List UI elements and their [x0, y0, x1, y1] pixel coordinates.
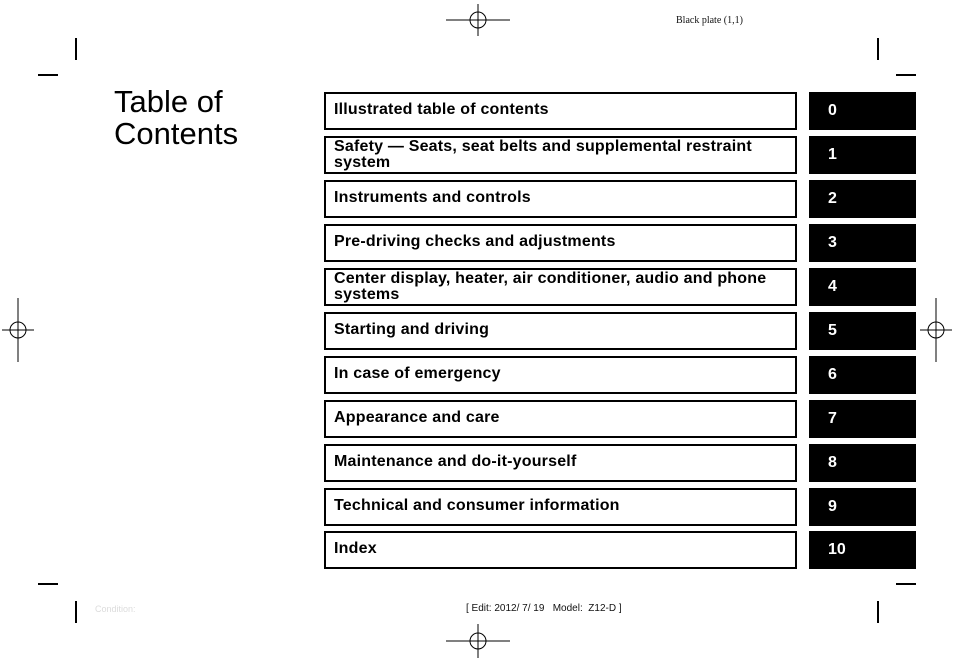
toc-row — [0, 136, 954, 174]
crop-mark — [75, 38, 77, 60]
crop-mark — [75, 601, 77, 623]
section-tab-number: 0 — [828, 102, 837, 119]
toc-entry-safety[interactable] — [324, 136, 797, 174]
toc-entry-pre-driving[interactable] — [324, 224, 797, 262]
toc-entry-title: Starting and driving — [334, 321, 490, 338]
toc-entry-starting-driving[interactable] — [324, 312, 797, 350]
toc-entry-title: Index — [334, 540, 377, 557]
toc-entry-illustrated-contents[interactable] — [324, 92, 797, 130]
section-tab-8[interactable] — [809, 444, 916, 482]
toc-entry-emergency[interactable] — [324, 356, 797, 394]
crop-mark — [877, 38, 879, 60]
toc-row — [0, 444, 954, 482]
plate-note: Black plate (1,1) — [676, 15, 743, 26]
section-tab-number: 4 — [828, 278, 837, 295]
section-tab-0[interactable] — [809, 92, 916, 130]
section-tab-number: 8 — [828, 454, 837, 471]
section-tab-number: 1 — [828, 146, 837, 163]
toc-entry-title: Illustrated table of contents — [334, 101, 549, 118]
page-title-line: Contents — [114, 116, 239, 151]
crop-mark — [896, 583, 916, 585]
toc-entry-maintenance[interactable] — [324, 444, 797, 482]
crop-mark — [896, 74, 916, 76]
section-tab-2[interactable] — [809, 180, 916, 218]
toc-row — [0, 224, 954, 262]
section-tab-7[interactable] — [809, 400, 916, 438]
footer-condition-label: Condition: — [95, 604, 136, 614]
section-tab-number: 10 — [828, 541, 846, 558]
section-tab-number: 3 — [828, 234, 837, 251]
toc-row — [0, 180, 954, 218]
section-tab-number: 9 — [828, 498, 837, 515]
footer-edit-info: [ Edit: 2012/ 7/ 19 Model: Z12-D ] — [466, 603, 622, 614]
toc-entry-title: Maintenance and do-it-yourself — [334, 453, 577, 470]
toc-row — [0, 312, 954, 350]
toc-entry-title: Instruments and controls — [334, 189, 531, 206]
toc-entry-title: In case of emergency — [334, 365, 501, 382]
section-tab-number: 7 — [828, 410, 837, 427]
toc-row — [0, 488, 954, 526]
section-tab-number: 5 — [828, 322, 837, 339]
page-title-line: Table of — [114, 84, 223, 119]
section-tab-1[interactable] — [809, 136, 916, 174]
section-tab-5[interactable] — [809, 312, 916, 350]
section-tab-3[interactable] — [809, 224, 916, 262]
toc-entry-title: Technical and consumer information — [334, 497, 620, 514]
toc-entry-title: Appearance and care — [334, 409, 500, 426]
section-tab-6[interactable] — [809, 356, 916, 394]
toc-entry-title: Safety — Seats, seat belts and supplemental restraint system — [334, 138, 752, 171]
registration-mark-icon — [446, 622, 510, 660]
toc-row — [0, 356, 954, 394]
crop-mark — [877, 601, 879, 623]
toc-row — [0, 400, 954, 438]
toc-entry-appearance[interactable] — [324, 400, 797, 438]
toc-entry-title: Center display, heater, air conditioner, audio and phone systems — [334, 270, 767, 303]
crop-mark — [38, 583, 58, 585]
toc-entry-technical[interactable] — [324, 488, 797, 526]
section-tab-10[interactable] — [809, 531, 916, 569]
section-tab-9[interactable] — [809, 488, 916, 526]
section-tab-number: 2 — [828, 190, 837, 207]
crop-mark — [38, 74, 58, 76]
toc-row — [0, 92, 954, 130]
registration-mark-icon — [446, 2, 510, 38]
toc-entry-instruments[interactable] — [324, 180, 797, 218]
toc-entry-index[interactable] — [324, 531, 797, 569]
toc-entry-title: Pre-driving checks and adjustments — [334, 233, 616, 250]
toc-row — [0, 531, 954, 569]
section-tab-number: 6 — [828, 366, 837, 383]
toc-entry-center-display[interactable] — [324, 268, 797, 306]
toc-row — [0, 268, 954, 306]
section-tab-4[interactable] — [809, 268, 916, 306]
